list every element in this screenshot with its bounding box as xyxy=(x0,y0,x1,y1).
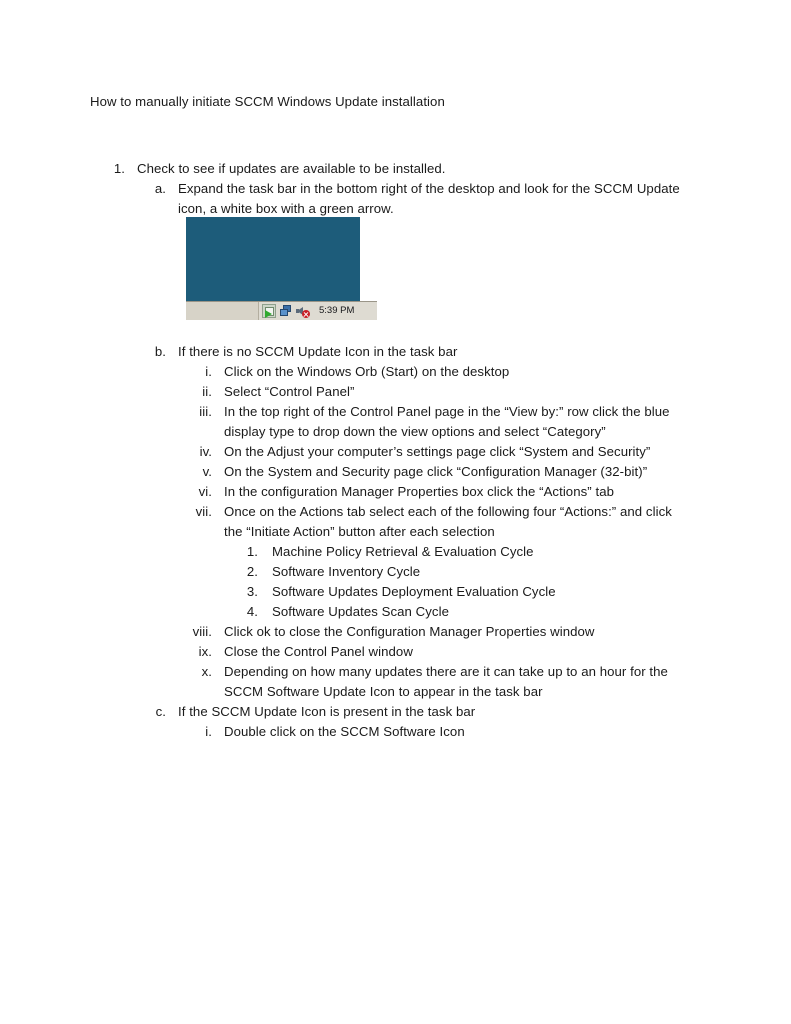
list-marker: b. xyxy=(154,344,166,359)
mute-badge-icon xyxy=(302,310,310,318)
embedded-taskbar-screenshot xyxy=(186,217,377,329)
speaker-muted-icon[interactable] xyxy=(296,304,310,318)
list-item-text: Close the Control Panel window xyxy=(224,644,413,659)
list-item-text: Expand the task bar in the bottom right of the desktop and look for the SCCM Update icon, a white box with a green arrow. xyxy=(178,181,680,216)
list-item-b-iii xyxy=(186,402,686,442)
sccm-update-icon[interactable] xyxy=(262,304,276,318)
page-title: How to manually initiate SCCM Windows Update installation xyxy=(90,94,445,109)
list-marker: 4. xyxy=(246,604,258,619)
list-item-text: In the configuration Manager Properties box click the “Actions” tab xyxy=(224,484,614,499)
list-item-step-b xyxy=(152,342,687,362)
list-item-text: On the Adjust your computer’s settings page click “System and Security” xyxy=(224,444,651,459)
list-item-text: Click on the Windows Orb (Start) on the desktop xyxy=(224,364,510,379)
list-item-b-ii xyxy=(186,382,686,402)
list-item-b-vi xyxy=(186,482,686,502)
list-item-text: Software Updates Scan Cycle xyxy=(272,604,449,619)
list-item-b-i xyxy=(186,362,686,382)
system-tray xyxy=(258,302,377,320)
list-item-c-i xyxy=(186,722,686,742)
sccm-green-arrow-shape xyxy=(265,310,272,318)
list-marker: i. xyxy=(205,364,212,379)
list-marker: 1. xyxy=(246,544,258,559)
list-item-text: Select “Control Panel” xyxy=(224,384,355,399)
network-icon[interactable] xyxy=(279,304,293,318)
list-item-step-a xyxy=(152,179,687,219)
list-marker: 1. xyxy=(113,161,125,176)
list-item-text: In the top right of the Control Panel page in the “View by:” row click the blue display type to drop down the view options and select “Category” xyxy=(224,404,670,439)
list-item-text: On the System and Security page click “Configuration Manager (32-bit)” xyxy=(224,464,648,479)
list-marker: ii. xyxy=(202,384,212,399)
list-marker: iii. xyxy=(199,404,212,419)
list-item-text: Once on the Actions tab select each of the following four “Actions:” and click the “Initiate Action” button after each selection xyxy=(224,504,672,539)
list-marker: vi. xyxy=(198,484,212,499)
list-item-text: If there is no SCCM Update Icon in the task bar xyxy=(178,344,458,359)
list-marker: i. xyxy=(205,724,212,739)
taskbar-clock[interactable]: 5:39 PM xyxy=(319,305,355,316)
list-item-action-4 xyxy=(240,602,670,622)
list-marker: 2. xyxy=(246,564,258,579)
list-item-action-3 xyxy=(240,582,670,602)
list-marker: vii. xyxy=(195,504,212,519)
list-item-b-vii xyxy=(186,502,686,542)
list-marker: x. xyxy=(201,664,212,679)
list-item-text: Software Updates Deployment Evaluation Cycle xyxy=(272,584,556,599)
list-item-text: Depending on how many updates there are it can take up to an hour for the SCCM Software Update Icon to appear in the task bar xyxy=(224,664,668,699)
list-item-action-2 xyxy=(240,562,670,582)
list-item-text: Double click on the SCCM Software Icon xyxy=(224,724,465,739)
list-item-text: Machine Policy Retrieval & Evaluation Cycle xyxy=(272,544,534,559)
list-item-b-iv xyxy=(186,442,686,462)
desktop-background xyxy=(186,217,360,301)
list-item-b-ix xyxy=(186,642,686,662)
list-marker: ix. xyxy=(198,644,212,659)
list-marker: a. xyxy=(154,181,166,196)
list-marker: 3. xyxy=(246,584,258,599)
list-item-text: If the SCCM Update Icon is present in the task bar xyxy=(178,704,476,719)
list-item-action-1 xyxy=(240,542,670,562)
list-item-step-c xyxy=(152,702,687,722)
list-marker: v. xyxy=(202,464,212,479)
list-item-text: Check to see if updates are available to be installed. xyxy=(137,161,446,176)
list-item-b-viii xyxy=(186,622,686,642)
list-marker: c. xyxy=(155,704,166,719)
list-item-text: Click ok to close the Configuration Manager Properties window xyxy=(224,624,595,639)
list-item-text: Software Inventory Cycle xyxy=(272,564,421,579)
list-item-step-1 xyxy=(107,159,707,179)
list-marker: iv. xyxy=(199,444,212,459)
list-item-b-v xyxy=(186,462,686,482)
list-item-b-x xyxy=(186,662,686,702)
network-monitor-front-shape xyxy=(280,309,288,316)
list-marker: viii. xyxy=(192,624,212,639)
